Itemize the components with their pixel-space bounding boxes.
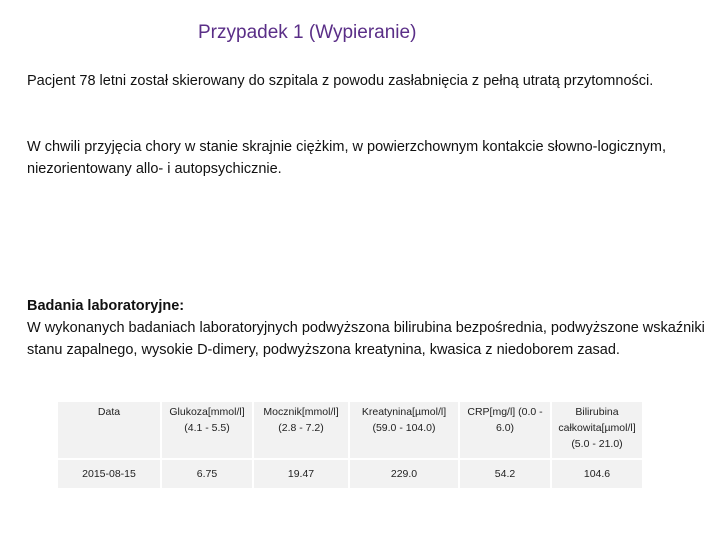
table-cell: 6.75 <box>161 459 253 489</box>
lab-results-text: W wykonanych badaniach laboratoryjnych podwyższona bilirubina bezpośrednia, podwyższone wskaźniki stanu zapalnego, wysokie D-dimery, podwyższona kreatynina, kwasica z niedoborem zasad. <box>27 320 705 358</box>
header-cell: Bilirubina całkowita[µmol/l] (5.0 - 21.0) <box>551 401 643 459</box>
slide-title: Przypadek 1 (Wypieranie) <box>198 22 417 43</box>
lab-results-table <box>56 400 644 490</box>
header-cell: Kreatynina[µmol/l] (59.0 - 104.0) <box>349 401 459 459</box>
header-cell: Glukoza[mmol/l] (4.1 - 5.5) <box>161 401 253 459</box>
table-cell: 229.0 <box>349 459 459 489</box>
table-cell: 104.6 <box>551 459 643 489</box>
table-row <box>57 459 643 489</box>
table-cell: 19.47 <box>253 459 349 489</box>
header-cell: Data <box>57 401 161 459</box>
table-cell: 2015-08-15 <box>57 459 161 489</box>
table-header-row <box>57 401 643 459</box>
paragraph-patient-admission: Pacjent 78 letni został skierowany do szpitala z powodu zasłabnięcia z pełną utratą przytomności. <box>27 73 654 89</box>
header-cell: CRP[mg/l] (0.0 - 6.0) <box>459 401 551 459</box>
lab-results-heading: Badania laboratoryjne: <box>27 298 185 314</box>
header-cell: Mocznik[mmol/l] (2.8 - 7.2) <box>253 401 349 459</box>
table-cell: 54.2 <box>459 459 551 489</box>
paragraph-patient-condition: W chwili przyjęcia chory w stanie skrajnie ciężkim, w powierzchownym kontakcie słowno-logicznym, niezorientowany allo- i autopsychicznie. <box>27 139 667 177</box>
lab-results-section <box>27 295 717 361</box>
